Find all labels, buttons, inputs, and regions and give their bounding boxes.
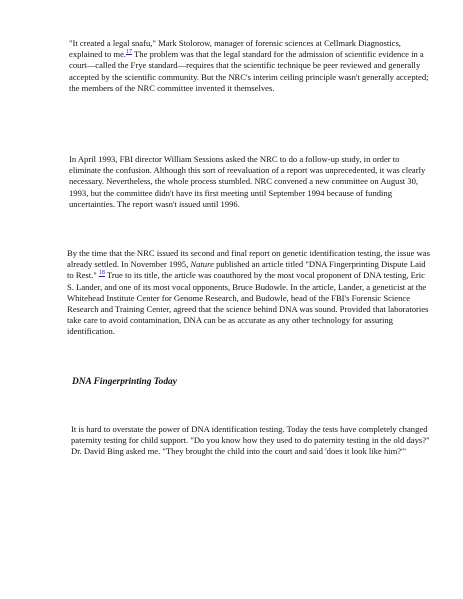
paragraph-text: The problem was that the legal standard for the admission of scientific evidence in a court—called the Frye standard—requires that the scientific technique be peer reviewed and generally accepted by the scientific community. But the NRC's interim ceiling principle wasn't generally accepted; the members of the NRC committee invented it themselves. [69,49,429,93]
paragraph-paternity-testing [71,424,431,458]
paragraph-text: published an article titled "DNA Fingerprinting Dispute Laid to Rest." [67,259,426,281]
paragraph-fbi-followup [69,154,429,210]
paragraph-text: "It created a legal snafu," Mark Stolorow, manager of forensic sciences at Cellmark Diagnostics, explained to me. [69,38,401,60]
footnote-link-18[interactable]: 18 [98,270,105,277]
paragraph-stolorow-quote [69,38,429,94]
paragraph-text: In April 1993, FBI director William Sessions asked the NRC to do a follow-up study, in order to eliminate the confusion. Although this sort of reevaluation of a report was unprecedented, it was clearly necessary. Nevertheless, the whole process stumbled. NRC convened a new committee on August 30, 1993, but the committee didn't have its first meeting until September 1994 because of funding uncertainties. The report wasn't issued until 1996. [69,154,426,209]
paragraph-nrc-second-report [67,248,431,338]
section-heading: DNA Fingerprinting Today [72,377,177,387]
paragraph-text: True to its title, the article was coauthored by the most vocal proponent of DNA testing, Eric S. Lander, and one of its most vocal opponents, Bruce Budowle. In the article, Lander, a geneticist at the Whitehead Institute Center for Genome Research, and Budowle, head of the FBI's Forensic Science Research and Training Center, agreed that the science behind DNA was sound. Provided that laboratories take care to avoid contamination, DNA can be as accurate as any other technology for assuring identification. [67,270,429,337]
journal-name: Nature [190,259,214,270]
footnote-link-17[interactable]: 17 [126,49,133,56]
paragraph-text: It is hard to overstate the power of DNA identification testing. Today the tests have completely changed paternity testing for child support. "Do you know how they used to do paternity testing in the old days?" Dr. David Bing asked me. "They brought the child into the court and said 'does it look like him?'" [71,424,430,457]
paragraph-text: By the time that the NRC issued its second and final report on genetic identification testing, the issue was already settled. In November 1995, [67,248,431,270]
